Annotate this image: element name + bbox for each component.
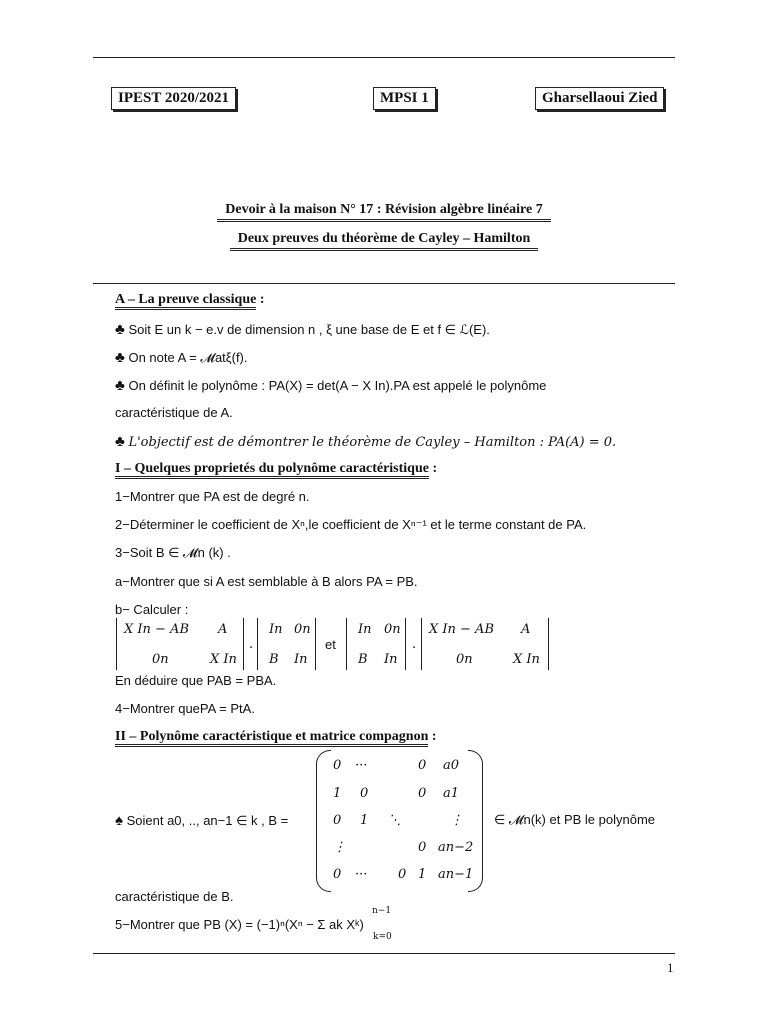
matrix-cell: 0 (398, 867, 407, 882)
matrix-right-paren (468, 750, 483, 892)
det-bar (548, 618, 549, 670)
title-line-2 (0, 231, 768, 247)
matrix-cell: 1 (360, 813, 369, 828)
part-a-line-1: ♣ Soit E un k − e.v de dimension n , ξ une base de E et f ∈ ℒ(E). (115, 321, 490, 338)
det-cell: X In − AB (124, 622, 189, 637)
question-5: 5−Montrer que PB (X) = (−1)ⁿ(Xⁿ − Σ ak Xᵏ) (115, 917, 364, 932)
matrix-cell: ··· (355, 758, 368, 773)
header-class: MPSI 1 (373, 87, 436, 110)
det-bar (346, 618, 347, 670)
det-cell: A (218, 622, 228, 637)
det-dot: . (249, 637, 254, 652)
companion-cont: caractéristique de B. (115, 889, 234, 904)
matrix-cell: 0 (418, 840, 427, 855)
part-ii-heading: II – Polynôme caractéristique et matrice compagnon : (115, 729, 437, 745)
matrix-cell: ⋮ (333, 840, 346, 855)
det-bar (421, 618, 422, 670)
sum-lower-limit: k=0 (373, 932, 392, 942)
det-cell: In (384, 652, 398, 667)
det-cell: 0n (152, 652, 169, 667)
part-a-heading: A – La preuve classique : (115, 292, 264, 308)
question-2: 2−Déterminer le coefficient de Xⁿ,le coefficient de Xⁿ⁻¹ et le terme constant de PA. (115, 517, 587, 532)
det-cell: In (358, 622, 372, 637)
det-bar (315, 618, 316, 670)
det-bar (405, 618, 406, 670)
det-cell: In (294, 652, 308, 667)
title-theorem: Deux preuves du théorème de Cayley – Hamilton (230, 231, 539, 251)
det-cell: X In (513, 652, 540, 667)
club-icon: ♣ (115, 377, 125, 394)
det-bar (257, 618, 258, 670)
top-rule (93, 57, 675, 58)
spade-icon: ♠ (115, 812, 123, 829)
matrix-cell: 0 (418, 758, 427, 773)
question-3: 3−Soit B ∈ 𝓜n (k) . (115, 545, 231, 560)
det-cell: B (269, 652, 279, 667)
title-line-1 (0, 202, 768, 218)
part-i-heading: I – Quelques proprietés du polynôme caractéristique : (115, 461, 437, 477)
matrix-cell: ⋮ (450, 813, 463, 828)
part-a-line-2: ♣ On note A = 𝓜atξ(f). (115, 349, 248, 366)
part-a-line-3: ♣ On définit le polynôme : PA(X) = det(A − X In).PA est appelé le polynôme (115, 377, 547, 394)
matrix-left-paren (316, 750, 331, 892)
companion-after: ∈ 𝓜n(k) et PB le polynôme (494, 812, 656, 827)
det-cell: In (269, 622, 283, 637)
header-author: Gharsellaoui Zied (535, 87, 664, 110)
matrix-cell: 0 (333, 813, 342, 828)
det-cell: 0n (456, 652, 473, 667)
matrix-cell: 0 (333, 867, 342, 882)
matrix-cell: 1 (418, 867, 427, 882)
title-subject: : Révision algèbre linéaire 7 (373, 202, 543, 217)
matrix-cell: ··· (355, 867, 368, 882)
question-4: 4−Montrer quePA = PtA. (115, 701, 255, 716)
matrix-cell: ⋱ (388, 813, 401, 828)
club-icon: ♣ (115, 321, 125, 338)
matrix-cell: a0 (443, 758, 460, 773)
matrix-cell: 0 (360, 786, 369, 801)
matrix-cell: an−1 (438, 867, 474, 882)
matrix-cell: a1 (443, 786, 460, 801)
question-3a: a−Montrer que si A est semblable à B alors PA = PB. (115, 574, 418, 589)
matrix-cell: 1 (333, 786, 342, 801)
club-icon: ♣ (115, 349, 125, 366)
det-bar (243, 618, 244, 670)
det-cell: 0n (384, 622, 401, 637)
bottom-rule (93, 953, 675, 954)
det-cell: B (358, 652, 368, 667)
page-number: 1 (667, 960, 674, 975)
det-dot: . (412, 637, 417, 652)
title-homework: Devoir à la maison N° 17 (225, 202, 374, 217)
question-1: 1−Montrer que PA est de degré n. (115, 489, 310, 504)
det-cell: X In − AB (429, 622, 494, 637)
part-a-line-5: ♣ L'objectif est de démontrer le théorème de Cayley – Hamilton : PA(A) = 0. (115, 433, 617, 450)
det-cell: 0n (294, 622, 311, 637)
det-cell: A (521, 622, 531, 637)
club-icon: ♣ (115, 433, 125, 450)
det-cell: X In (210, 652, 237, 667)
question-3b: b− Calculer : (115, 602, 189, 617)
det-and: et (325, 637, 336, 652)
matrix-cell: 0 (333, 758, 342, 773)
part-a-line-4: caractéristique de A. (115, 405, 233, 420)
sum-upper-limit: n−1 (372, 906, 392, 916)
companion-intro: ♠ Soient a0, .., an−1 ∈ k , B = (115, 812, 289, 829)
section-rule (93, 283, 675, 284)
det-bar (116, 618, 117, 670)
deduce-line: En déduire que PAB = PBA. (115, 673, 277, 688)
header-school: IPEST 2020/2021 (111, 87, 236, 110)
matrix-cell: 0 (418, 786, 427, 801)
matrix-cell: an−2 (438, 840, 474, 855)
